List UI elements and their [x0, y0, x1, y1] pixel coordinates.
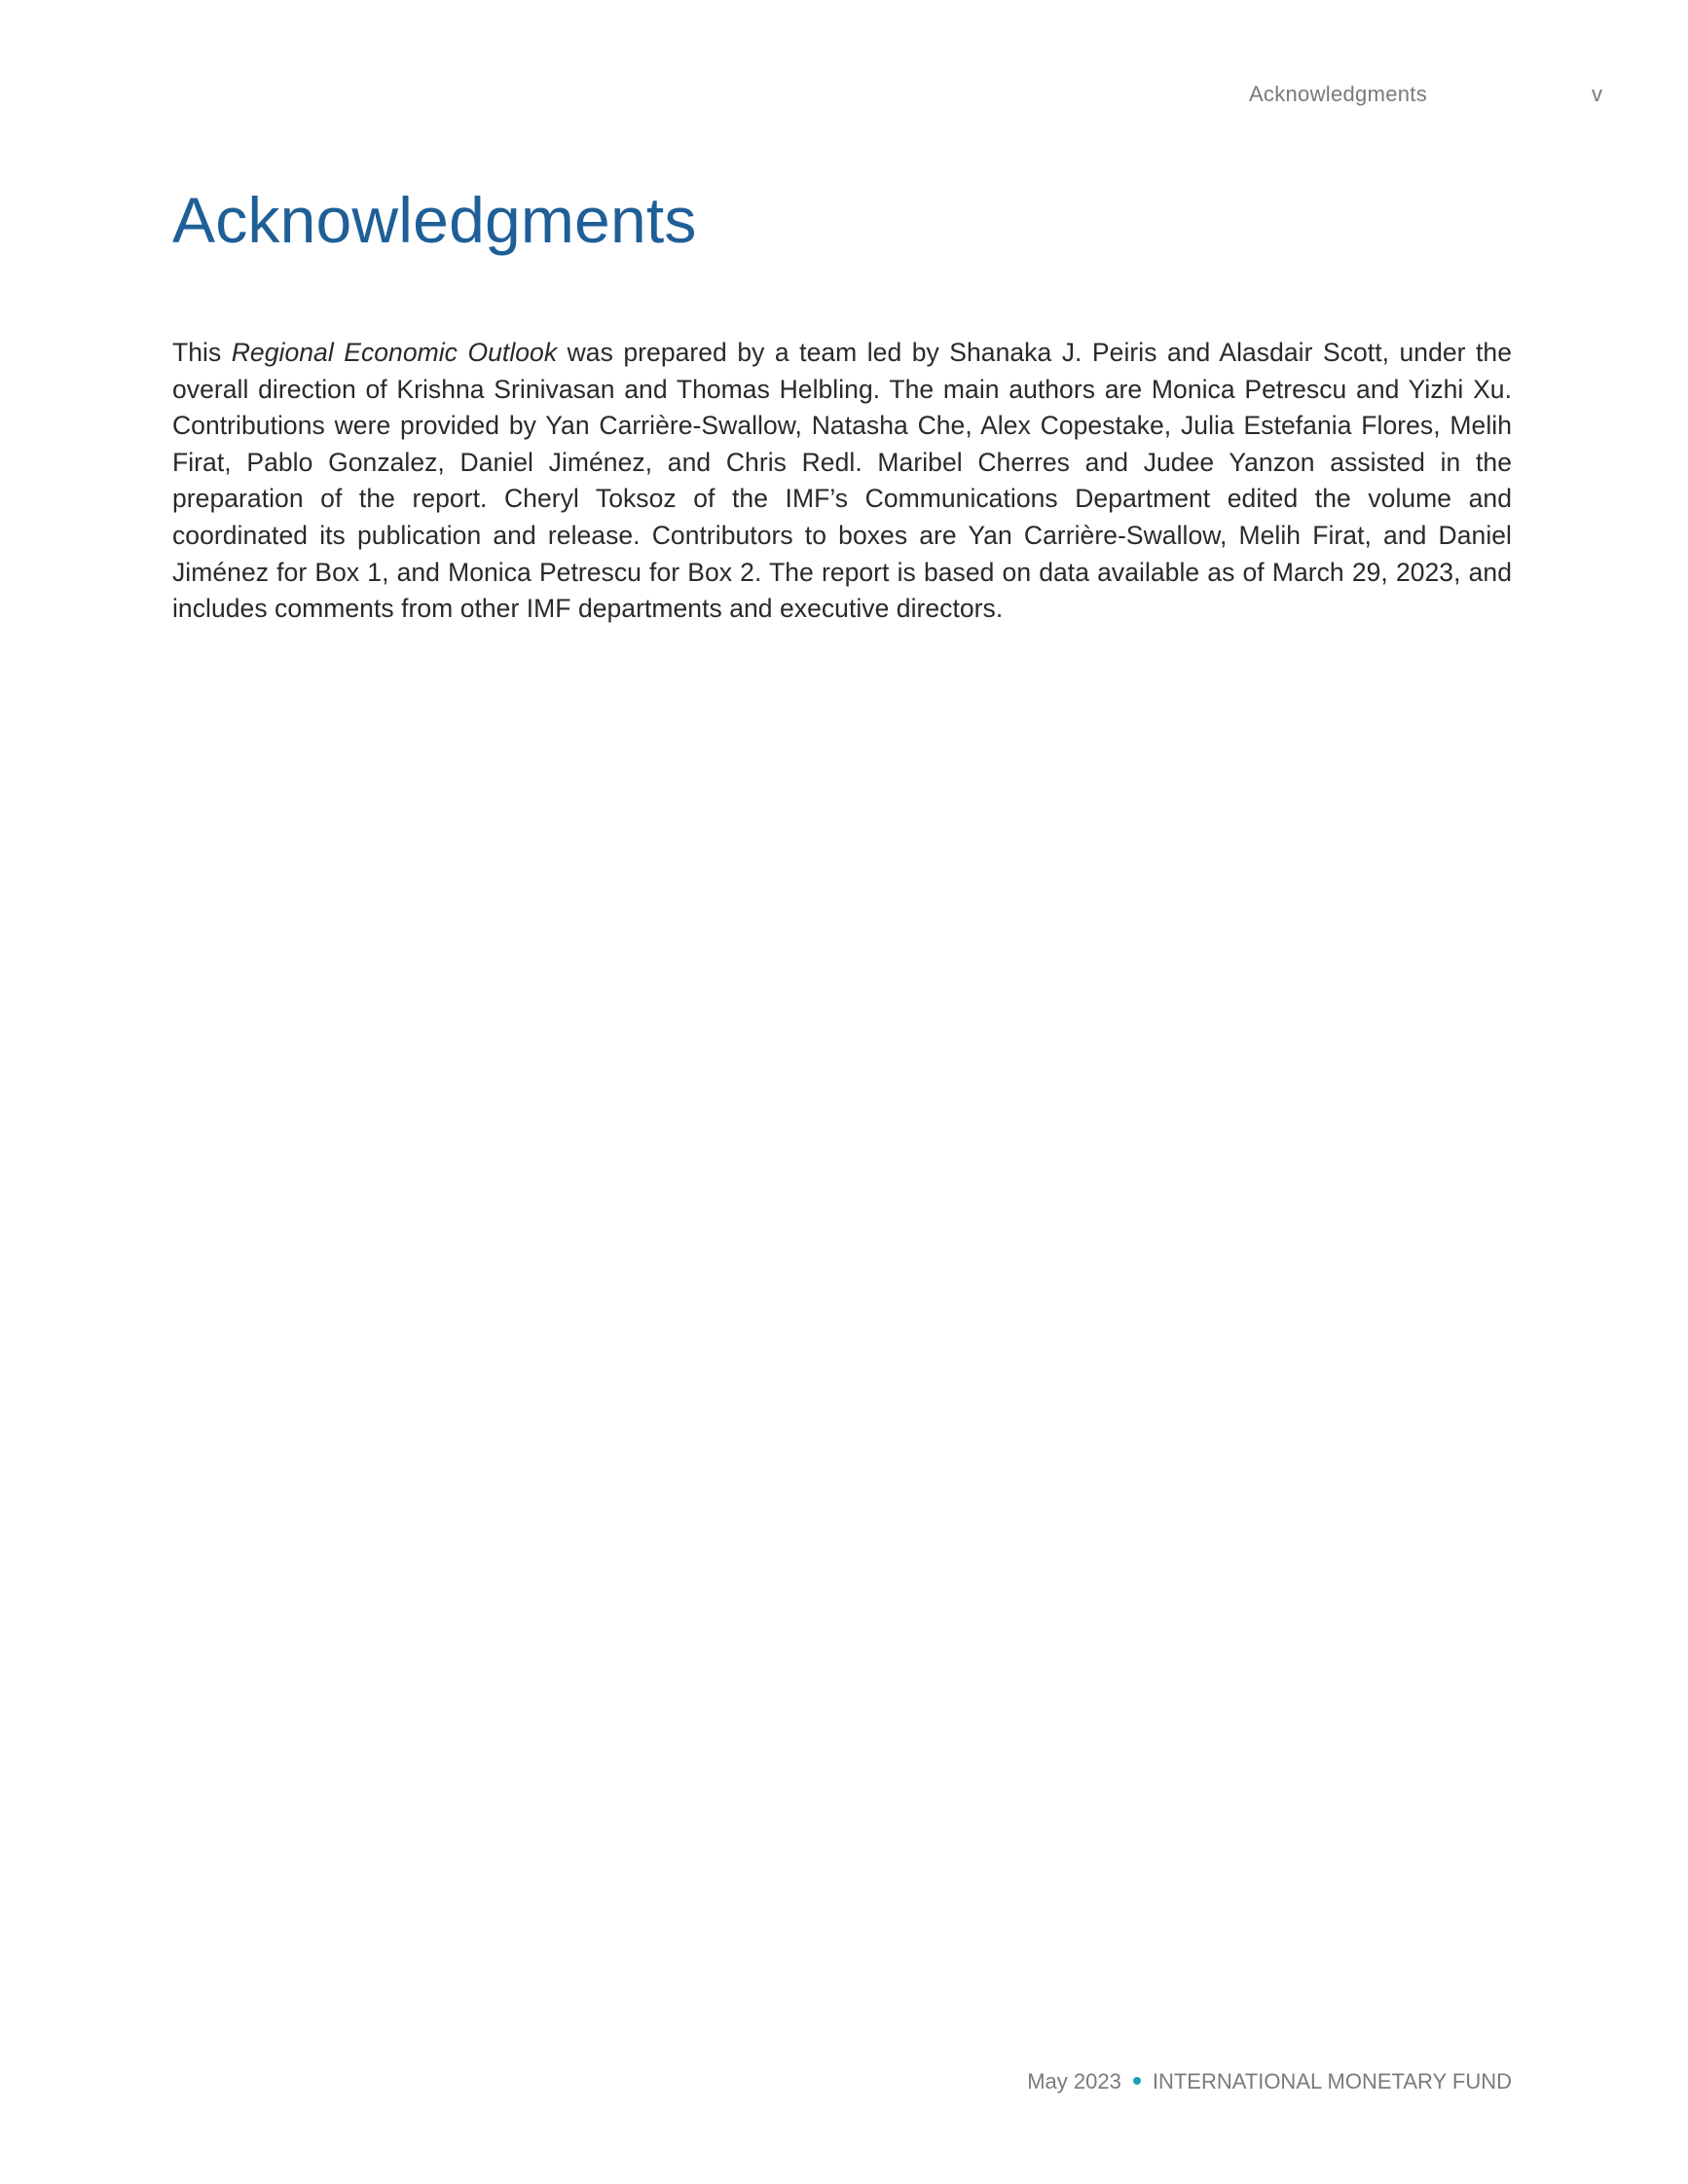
paragraph-text: was prepared by a team led by Shanaka J. Peiris and Alasdair Scott, under the overall direction of Krishna Srinivasan and Thomas Helbling. The main authors are Monica Petrescu and Yizhi Xu. Contributions were provided by Yan Carrière-Swallow, Natasha Che, Alex Copestake, Julia Estefania Flores, Melih Firat, Pablo Gonzalez, Daniel Jiménez, and Chris Redl. Maribel Cherres and Judee Yanzon assisted in the preparation of the report. Cheryl Toksoz of the IMF’s Communications Department edited the volume and coordinated its publication and release. Contributors to boxes are Yan Carrière-Swallow, Melih Firat, and Daniel Jiménez for Box 1, and Monica Petrescu for Box 2. The report is based on data available as of March 29, 2023, and includes comments from other IMF departments and executive directors.	[172, 338, 1512, 624]
footer-organization: INTERNATIONAL MONETARY FUND	[1152, 2069, 1512, 2093]
running-head: Acknowledgments	[1248, 82, 1427, 106]
page-number: v	[1592, 82, 1602, 106]
paragraph-lead: This	[172, 338, 232, 367]
page-title: Acknowledgments	[172, 184, 697, 256]
footer-date: May 2023	[1027, 2069, 1121, 2093]
publication-title: Regional Economic Outlook	[231, 338, 558, 367]
page-footer	[1027, 2069, 1512, 2094]
acknowledgments-paragraph	[172, 335, 1512, 628]
bullet-dot-icon	[1133, 2077, 1141, 2085]
